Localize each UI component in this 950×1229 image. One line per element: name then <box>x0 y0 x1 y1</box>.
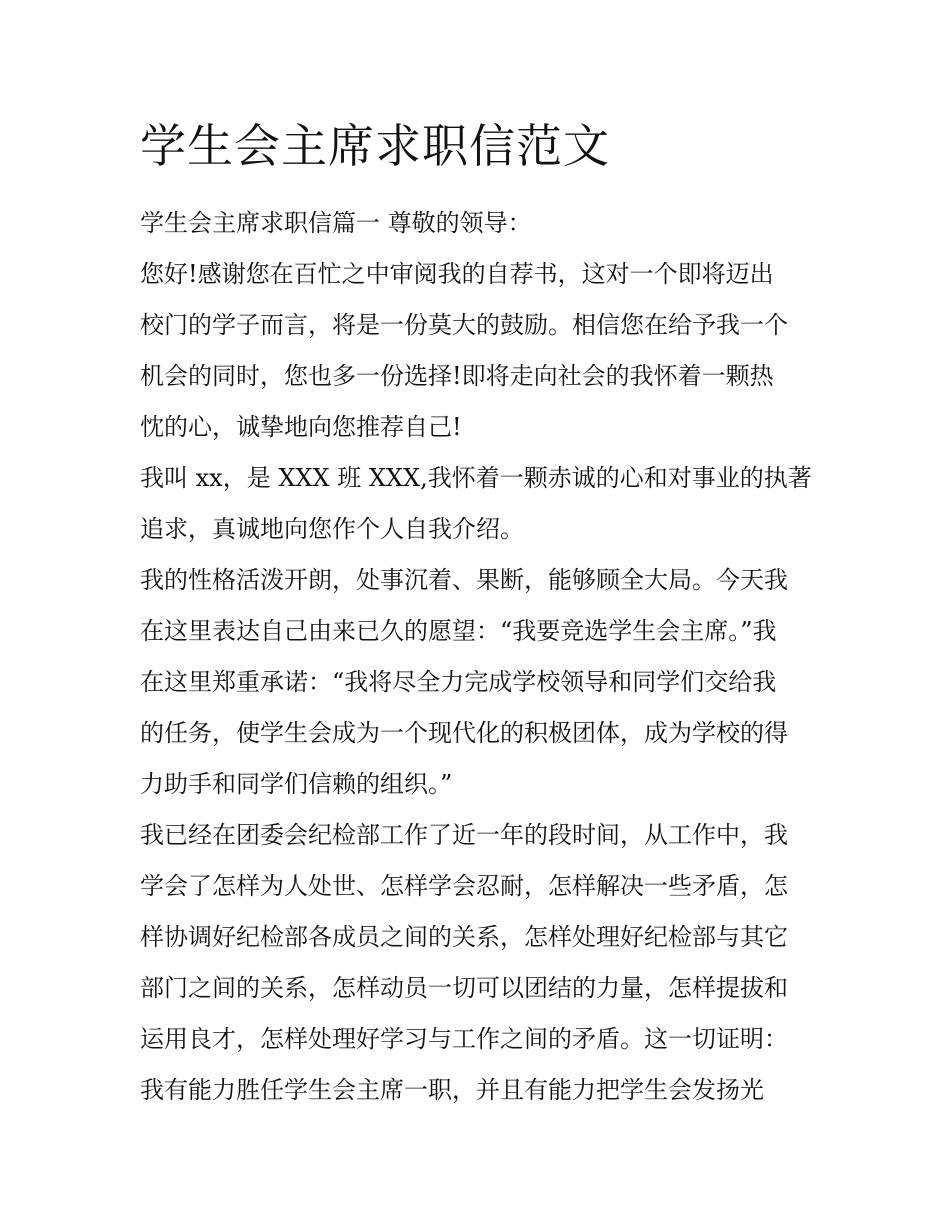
body-line-17: 运用良才，怎样处理好学习与工作之间的矛盾。这一切证明： <box>140 1025 788 1053</box>
body-line-10: 在这里郑重承诺：“我将尽全力完成学校领导和同学们交给我 <box>140 668 777 696</box>
body-line-15: 样协调好纪检部各成员之间的关系，怎样处理好纪检部与其它 <box>140 923 788 951</box>
body-line-3: 校门的学子而言，将是一份莫大的鼓励。相信您在给予我一个 <box>140 311 788 339</box>
body-line-11: 的任务，使学生会成为一个现代化的积极团体，成为学校的得 <box>140 719 788 747</box>
body-line-16: 部门之间的关系，怎样动员一切可以团结的力量，怎样提拔和 <box>140 974 788 1002</box>
body-line-1: 学生会主席求职信篇一 尊敬的领导： <box>140 209 532 237</box>
body-line-12: 力助手和同学们信赖的组织。” <box>140 770 453 798</box>
body-line-5: 忱的心，诚挚地向您推荐自己! <box>140 413 462 441</box>
body-line-2: 您好!感谢您在百忙之中审阅我的自荐书，这对一个即将迈出 <box>140 260 774 288</box>
body-line-9: 在这里表达自己由来已久的愿望：“我要竞选学生会主席。”我 <box>140 617 777 645</box>
body-line-14: 学会了怎样为人处世、怎样学会忍耐，怎样解决一些矛盾，怎 <box>140 872 788 900</box>
body-line-6: 我叫 xx，是 XXX 班 XXX,我怀着一颗赤诚的心和对事业的执著 <box>140 464 812 492</box>
body-line-7: 追求，真诚地向您作个人自我介绍。 <box>140 515 524 543</box>
document-title: 学生会主席求职信范文 <box>140 119 610 173</box>
body-line-18: 我有能力胜任学生会主席一职，并且有能力把学生会发扬光 <box>140 1076 764 1104</box>
body-line-8: 我的性格活泼开朗，处事沉着、果断，能够顾全大局。今天我 <box>140 566 788 594</box>
body-line-4: 机会的同时，您也多一份选择!即将走向社会的我怀着一颗热 <box>140 362 774 390</box>
body-line-13: 我已经在团委会纪检部工作了近一年的段时间，从工作中，我 <box>140 821 788 849</box>
